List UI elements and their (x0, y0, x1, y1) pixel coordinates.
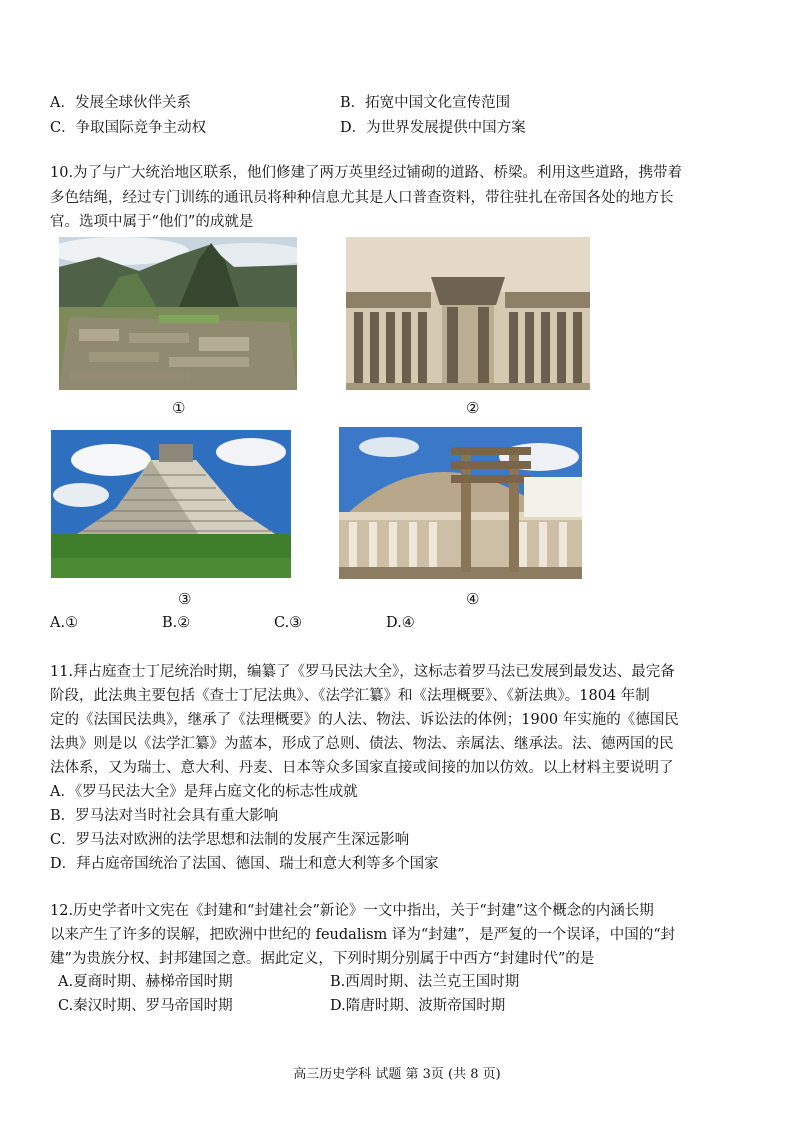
q12-option-a: A.夏商时期、赫梯帝国时期 (58, 974, 233, 990)
q10-line-2: 多色结绳，经过专门训练的通讯员将种种信息尤其是人口普查资料，带往驻扎在帝国各处的地方长 (50, 190, 674, 206)
q12-line-1: 12.历史学者叶文宪在《封建和“封建社会”新论》一文中指出，关于“封建”这个概念的内涵长期 (50, 903, 654, 919)
q11-line-5: 法体系，又为瑞士、意大利、丹麦、日本等众多国家直接或间接的加以仿效。以上材料主要说明了 (50, 760, 674, 776)
q11-option-a: A．《罗马民法大全》是拜占庭文化的标志性成就 (50, 784, 358, 800)
photo-stupa-gateway (339, 427, 582, 579)
q12-line-3: 建”为贵族分权、封邦建国之意。据此定义，下列时期分别属于中西方“封建时代”的是 (50, 951, 595, 967)
q9-option-d: D．为世界发展提供中国方案 (340, 120, 526, 136)
q11-option-b: B．罗马法对当时社会具有重大影响 (50, 808, 279, 824)
photo-step-pyramid (51, 430, 291, 578)
q12-line-2: 以来产生了许多的误解，把欧洲中世纪的 feudalism 译为“封建”，是严复的一个误译，中国的“封 (50, 927, 676, 943)
photo-2-caption: ② (466, 399, 480, 417)
q10-option-d: D.④ (386, 615, 415, 631)
q11-line-2: 阶段，此法典主要包括《查士丁尼法典》、《法学汇纂》和《法理概要》、《新法典》。1804 年制 (50, 688, 650, 704)
q9-option-c: C．争取国际竞争主动权 (50, 120, 207, 136)
q11-line-4: 法典》则是以《法学汇纂》为蓝本，形成了总则、债法、物法、亲属法、继承法。法、德两国的民 (50, 736, 674, 752)
q11-option-c: C．罗马法对欧洲的法学思想和法制的发展产生深远影响 (50, 832, 410, 848)
q10-line-1: 10.为了与广大统治地区联系，他们修建了两万英里经过铺砌的道路、桥梁。利用这些道路，携带着 (50, 165, 683, 181)
page-footer: 高三历史学科 试题 第 3页 (共 8 页) (293, 1067, 501, 1082)
q12-option-b: B.西周时期、法兰克王国时期 (330, 974, 520, 990)
q10-option-b: B.② (162, 615, 191, 631)
q12-option-c: C.秦汉时期、罗马帝国时期 (58, 998, 233, 1014)
photo-4-caption: ④ (466, 590, 480, 608)
q10-line-3: 官。选项中属于“他们”的成就是 (50, 214, 254, 230)
q11-line-3: 定的《法国民法典》，继承了《法理概要》的人法、物法、诉讼法的体例；1900 年实施的《德国民 (50, 712, 679, 728)
photo-mountain-ruins (59, 237, 297, 390)
photo-1-caption: ① (172, 399, 186, 417)
q11-option-d: D．拜占庭帝国统治了法国、德国、瑞士和意大利等多个国家 (50, 856, 439, 872)
photo-3-caption: ③ (178, 590, 192, 608)
q10-option-c: C.③ (274, 615, 303, 631)
q11-line-1: 11.拜占庭查士丁尼统治时期，编纂了《罗马民法大全》，这标志着罗马法已发展到最发达、最完备 (50, 664, 675, 680)
q10-option-a: A.① (50, 615, 79, 631)
q9-option-b: B．拓宽中国文化宣传范围 (340, 95, 511, 111)
q12-option-d: D.隋唐时期、波斯帝国时期 (330, 998, 506, 1014)
engraving-temple-hall (346, 237, 590, 390)
q9-option-a: A．发展全球伙伴关系 (50, 95, 191, 111)
